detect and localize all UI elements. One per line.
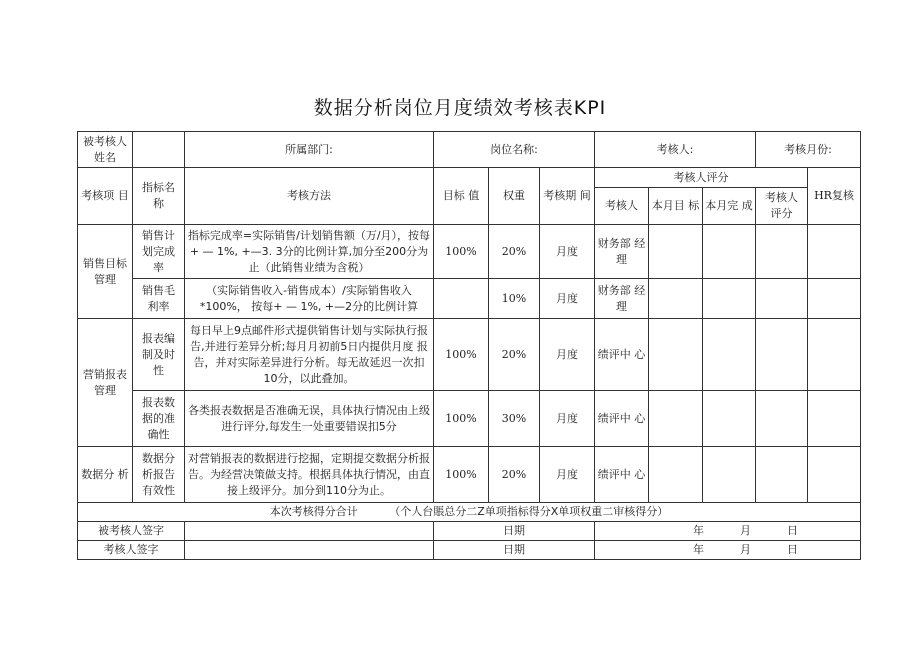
signature-row (78, 522, 861, 541)
indicator-cell: 销售计 划完成 率 (133, 225, 185, 279)
month-actual-cell[interactable] (703, 225, 756, 279)
assessor-score-cell[interactable] (756, 319, 808, 391)
department-field[interactable]: 所属部门: (185, 132, 434, 168)
total-score-cell (78, 503, 861, 522)
month-target-cell[interactable] (649, 391, 703, 447)
table-row (78, 279, 861, 319)
total-score-formula: （个人台賬总分二Z单项指标得分X单项权重二审核得分） (389, 505, 669, 518)
col-month-target-header: 本月目 标 (649, 188, 703, 225)
assessor-sign-label: 考核人签字 (78, 541, 185, 560)
method-cell: （实际销售收入-销售成本）/实际销售收入*100%， 按每+ — 1%, +—2分的比例计算 (185, 279, 434, 319)
month-target-cell[interactable] (649, 447, 703, 503)
indicator-cell: 销售毛 利率 (133, 279, 185, 319)
period-cell: 月度 (540, 225, 595, 279)
assessor-cell: 财务部 经理 (595, 279, 649, 319)
target-cell: 100% (434, 391, 489, 447)
assessee-name-value[interactable] (133, 132, 185, 168)
group-data-analysis: 数据分 析 (78, 447, 133, 503)
period-cell: 月度 (540, 279, 595, 319)
month-target-cell[interactable] (649, 319, 703, 391)
assessor-cell: 绩评中 心 (595, 391, 649, 447)
col-method-header: 考核方法 (185, 168, 434, 225)
assessor-score-cell[interactable] (756, 225, 808, 279)
day-label: 日 (787, 543, 799, 556)
assessee-date-label: 日期 (434, 522, 595, 541)
assessor-sign-field[interactable] (185, 541, 434, 560)
assessor-field[interactable]: 考核人: (595, 132, 756, 168)
assessee-date-field[interactable] (595, 522, 861, 541)
signature-row (78, 541, 861, 560)
assessor-date-label: 日期 (434, 541, 595, 560)
target-cell: 100% (434, 225, 489, 279)
target-cell: 100% (434, 319, 489, 391)
assessee-name-label: 被考核人姓名 (78, 132, 133, 168)
hr-review-cell[interactable] (808, 391, 861, 447)
kpi-table (77, 131, 861, 560)
weight-cell: 30% (489, 391, 540, 447)
indicator-cell: 数据分 析报告 有效性 (133, 447, 185, 503)
month-actual-cell[interactable] (703, 319, 756, 391)
assessor-score-cell[interactable] (756, 391, 808, 447)
method-cell: 对营销报表的数据进行挖掘，定期提交数据分析报告。为经营决策做支持。根据具体执行情况，由直接上级评分。加分到110分为止。 (185, 447, 434, 503)
table-row (78, 447, 861, 503)
month-target-cell[interactable] (649, 279, 703, 319)
target-cell: 100% (434, 447, 489, 503)
col-item-header: 考核项 目 (78, 168, 133, 225)
indicator-cell: 报表数 据的准 确性 (133, 391, 185, 447)
weight-cell: 20% (489, 225, 540, 279)
weight-cell: 20% (489, 319, 540, 391)
col-assessor-score-group: 考核人评分 (595, 168, 808, 188)
table-row (78, 319, 861, 391)
col-assessor-header: 考核人 (595, 188, 649, 225)
position-field[interactable]: 岗位名称: (434, 132, 595, 168)
month-target-cell[interactable] (649, 225, 703, 279)
assessor-cell: 财务部 经理 (595, 225, 649, 279)
period-cell: 月度 (540, 447, 595, 503)
table-row (78, 391, 861, 447)
col-month-actual-header: 本月完 成 (703, 188, 756, 225)
page-title: 数据分析岗位月度绩效考核表KPI (313, 97, 607, 119)
method-cell: 各类报表数据是否准确无误，具体执行情况由上级进行评分,每发生一处重要错误扣5分 (185, 391, 434, 447)
hr-review-cell[interactable] (808, 447, 861, 503)
year-label: 年 (693, 524, 705, 537)
month-actual-cell[interactable] (703, 447, 756, 503)
month-field[interactable]: 考核月份: (756, 132, 861, 168)
period-cell: 月度 (540, 391, 595, 447)
period-cell: 月度 (540, 319, 595, 391)
assessee-sign-label: 被考核人签字 (78, 522, 185, 541)
col-weight-header: 权重 (489, 168, 540, 225)
col-period-header: 考核期 间 (540, 168, 595, 225)
assessor-cell: 绩评中 心 (595, 319, 649, 391)
weight-cell: 20% (489, 447, 540, 503)
header-row (78, 168, 861, 188)
assessor-date-field[interactable] (595, 541, 861, 560)
indicator-cell: 报表编 制及时 性 (133, 319, 185, 391)
col-target-header: 目标 值 (434, 168, 489, 225)
hr-review-cell[interactable] (808, 319, 861, 391)
month-actual-cell[interactable] (703, 279, 756, 319)
hr-review-cell[interactable] (808, 279, 861, 319)
assessor-cell: 绩评中 心 (595, 447, 649, 503)
method-cell: 每日早上9点邮件形式提供销售计划与实际执行报告,并进行差异分析;每月月初前5日内提供月度 报告，并对实际差异进行分析。每无故延迟一次扣 10分，以此叠加。 (185, 319, 434, 391)
month-label: 月 (740, 543, 752, 556)
total-row (78, 503, 861, 522)
total-score-label: 本次考核得分合计 (269, 505, 358, 518)
target-cell (434, 279, 489, 319)
assessor-score-cell[interactable] (756, 279, 808, 319)
weight-cell: 10% (489, 279, 540, 319)
method-cell: 指标完成率=实际销售/计划销售额（万/月），按每+ — 1%, +—3. 3分的比例计算,加分至200分为 止（此销售业绩为含税） (185, 225, 434, 279)
hr-review-cell[interactable] (808, 225, 861, 279)
col-hr-review-header: HR复核 (808, 168, 861, 225)
col-indicator-header: 指标名 称 (133, 168, 185, 225)
col-assessor-score-header: 考核人 评分 (756, 188, 808, 225)
table-row (78, 225, 861, 279)
group-report-management: 营销报表管理 (78, 319, 133, 447)
info-row (78, 132, 861, 168)
day-label: 日 (787, 524, 799, 537)
assessor-score-cell[interactable] (756, 447, 808, 503)
group-sales-target: 销售目标管理 (78, 225, 133, 319)
assessee-sign-field[interactable] (185, 522, 434, 541)
year-label: 年 (693, 543, 705, 556)
month-label: 月 (740, 524, 752, 537)
month-actual-cell[interactable] (703, 391, 756, 447)
